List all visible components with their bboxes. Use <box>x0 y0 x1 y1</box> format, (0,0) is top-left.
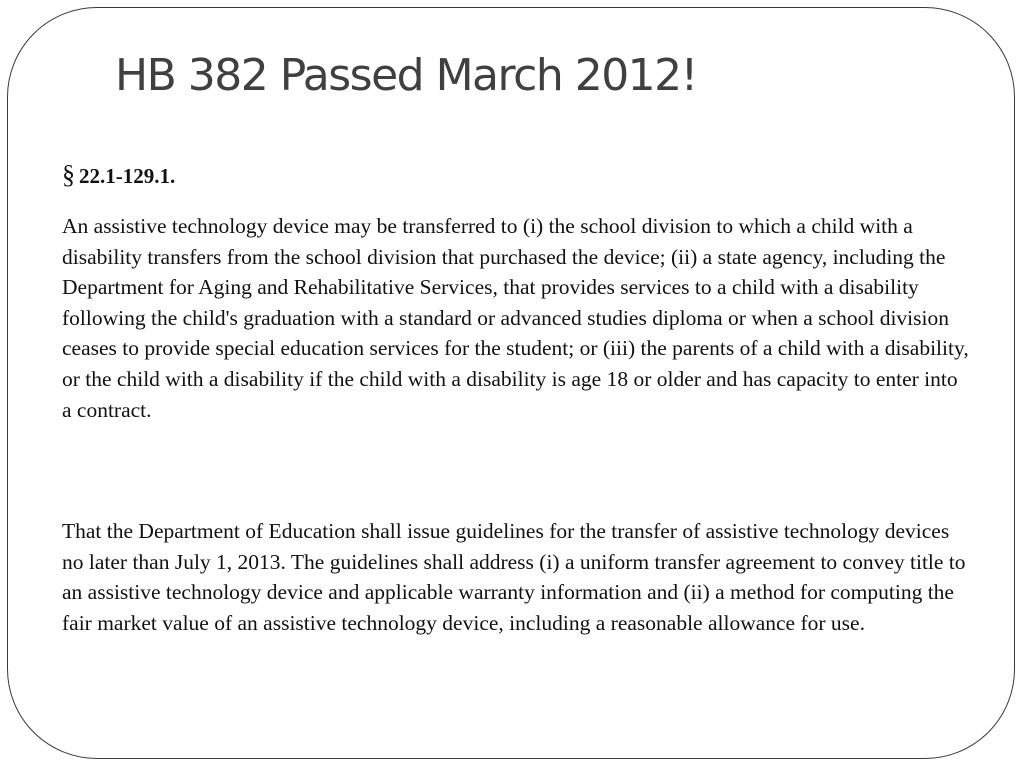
slide-frame <box>7 7 1015 759</box>
section-symbol: § <box>62 160 75 189</box>
guidelines-paragraph: That the Department of Education shall issue guidelines for the transfer of assistive technology devices no later than July 1, 2013. The guidelines shall address (i) a uniform transfer agreement to convey title to an assistive technology device and applicable warranty information and (ii) a method for computing the fair market value of an assistive technology device, including a reasonable allowance for use. <box>62 519 966 635</box>
section-number: 22.1-129.1. <box>79 164 176 188</box>
slide-body <box>62 160 972 639</box>
slide-title: HB 382 Passed March 2012! <box>115 50 697 101</box>
section-reference <box>62 160 972 191</box>
transfer-paragraph: An assistive technology device may be transferred to (i) the school division to which a child with a disability transfers from the school division that purchased the device; (ii) a state agency, including the Department for Aging and Rehabilitative Services, that provides services to a child with a disability following the child's graduation with a standard or advanced studies diploma or when a school division ceases to provide special education services for the student; or (iii) the parents of a child with a disability, or the child with a disability if the child with a disability is age 18 or older and has capacity to enter into a contract. <box>62 214 969 422</box>
